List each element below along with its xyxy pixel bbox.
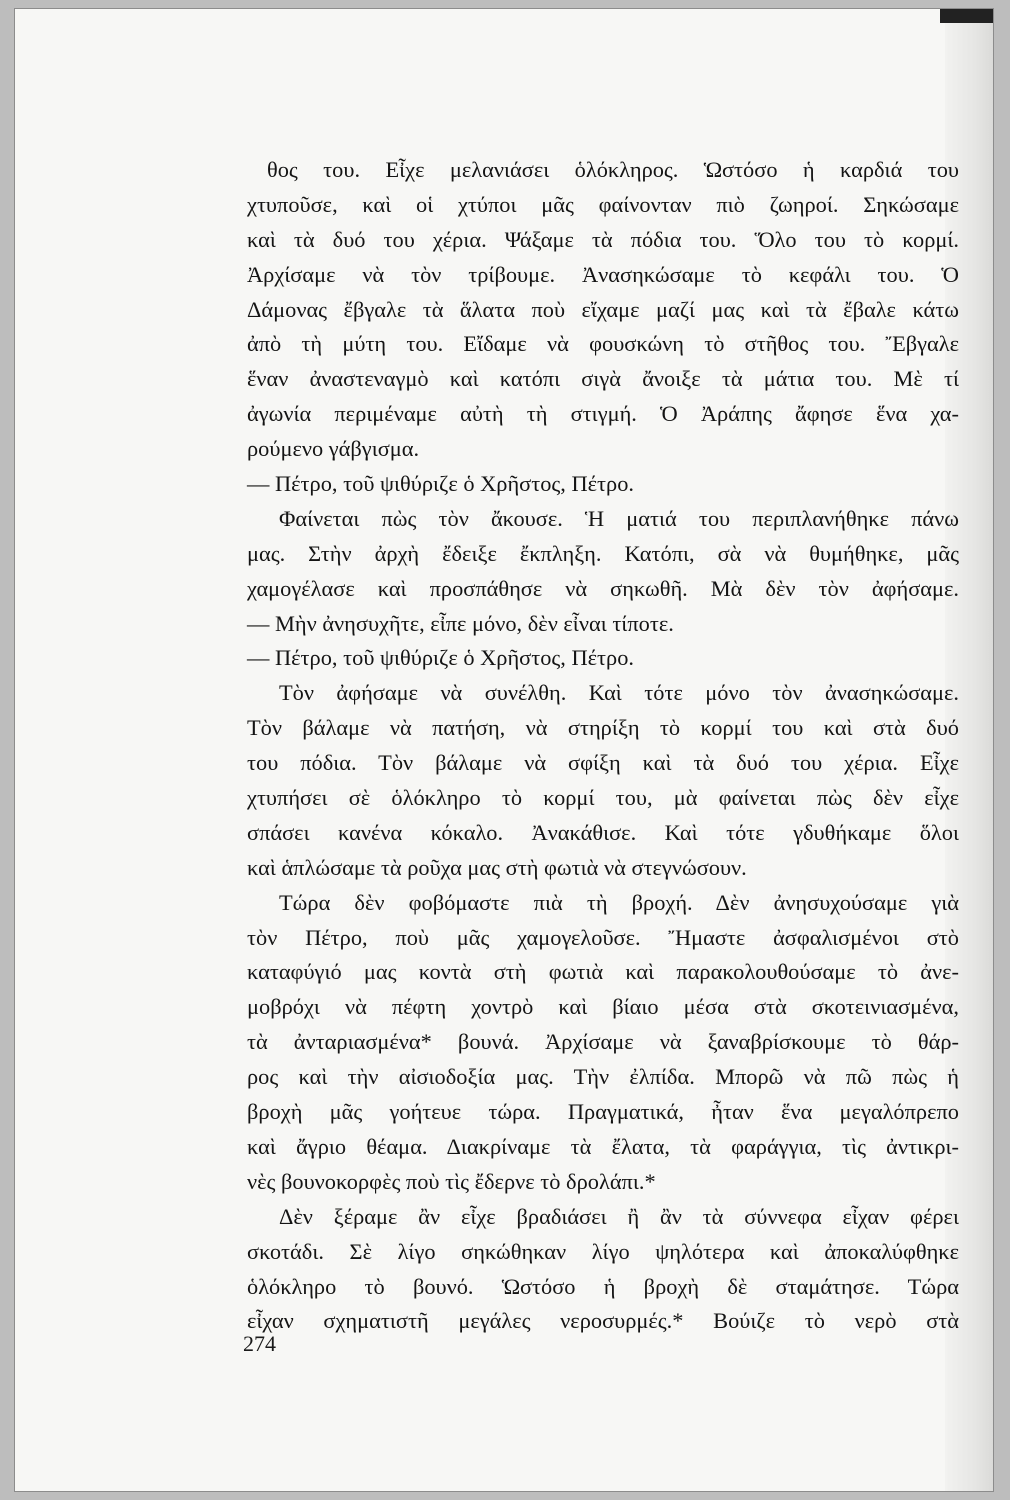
text-line: μοβρόχι νὰ πέφτη χοντρὸ καὶ βίαιο μέσα στὰ σκοτεινιασμένα, bbox=[247, 994, 959, 1020]
paragraph-start: Φαίνεται πὼς τὸν ἄκουσε. Ἡ ματιά του περιπλανήθηκε πάνω bbox=[279, 505, 959, 531]
text-line: χτυπήσει σὲ ὁλόκληρο τὸ κορμί του, μὰ φαίνεται πὼς δὲν εἶχε bbox=[247, 785, 959, 811]
text-line: ἀγωνία περιμέναμε αὐτὴ τὴ στιγμή. Ὁ Ἀράπης ἄφησε ἕνα χα- bbox=[247, 401, 959, 427]
paragraph-start: Τώρα δὲν φοβόμαστε πιὰ τὴ βροχή. Δὲν ἀνησυχούσαμε γιὰ bbox=[279, 889, 959, 915]
text-line: Ἀρχίσαμε νὰ τὸν τρίβουμε. Ἀνασηκώσαμε τὸ κεφάλι του. Ὁ bbox=[247, 261, 959, 287]
text-line: Τὸν βάλαμε νὰ πατήση, νὰ στηρίξη τὸ κορμί του καὶ στὰ δυό bbox=[247, 715, 959, 741]
text-line: ἀπὸ τὴ μύτη του. Εἴδαμε νὰ φουσκώνη τὸ στῆθος του. Ἔβγαλε bbox=[247, 331, 959, 357]
text-line: Δάμονας ἔβγαλε τὰ ἅλατα ποὺ εἴχαμε μαζί μας καὶ τὰ ἔβαλε κάτω bbox=[247, 296, 959, 322]
text-line: του πόδια. Τὸν βάλαμε νὰ σφίξη καὶ τὰ δυό του χέρια. Εἶχε bbox=[247, 750, 959, 776]
text-line: θος του. Εἶχε μελανιάσει ὁλόκληρος. Ὡστόσο ἡ καρδιά του bbox=[267, 157, 959, 182]
text-line: τὰ ἀνταριασμένα* βουνά. Ἀρχίσαμε νὰ ξαναβρίσκουμε τὸ θάρ- bbox=[247, 1029, 959, 1055]
scan-corner-mark bbox=[940, 9, 994, 23]
text-line: νὲς βουνοκορφὲς ποὺ τὶς ἔδερνε τὸ δρολάπι.* bbox=[247, 1168, 656, 1194]
text-line: καὶ ἁπλώσαμε τὰ ροῦχα μας στὴ φωτιὰ νὰ στεγνώσουν. bbox=[247, 854, 747, 880]
dialogue-line: — Πέτρο, τοῦ ψιθύριζε ὁ Χρῆστος, Πέτρο. bbox=[247, 645, 635, 671]
paragraph-start: Δὲν ξέραμε ἂν εἶχε βραδιάσει ἢ ἂν τὰ σύννεφα εἶχαν φέρει bbox=[279, 1203, 959, 1229]
text-line: χαμογέλασε καὶ προσπάθησε νὰ σηκωθῆ. Μὰ δὲν τὸν ἀφήσαμε. bbox=[247, 575, 959, 601]
text-line: καὶ τὰ δυό του χέρια. Ψάξαμε τὰ πόδια του. Ὅλο του τὸ κορμί. bbox=[247, 226, 959, 252]
paragraph-start: Τὸν ἀφήσαμε νὰ συνέλθη. Καὶ τότε μόνο τὸν ἀνασηκώσαμε. bbox=[279, 680, 959, 706]
text-line: ρούμενο γάβγισμα. bbox=[247, 436, 420, 462]
dialogue-line: — Μὴν ἀνησυχῆτε, εἶπε μόνο, δὲν εἶναι τίποτε. bbox=[247, 610, 674, 636]
text-line: τὸν Πέτρο, ποὺ μᾶς χαμογελοῦσε. Ἤμαστε ἀσφαλισμένοι στὸ bbox=[247, 924, 959, 950]
text-line: ἕναν ἀναστεναγμὸ καὶ κατόπι σιγὰ ἄνοιξε τὰ μάτια του. Μὲ τί bbox=[247, 366, 959, 392]
text-line: βροχὴ μᾶς γοήτευε τώρα. Πραγματικά, ἦταν ἕνα μεγαλόπρεπο bbox=[247, 1099, 959, 1125]
page-number: 274 bbox=[243, 1331, 276, 1356]
text-line: εἶχαν σχηματιστῆ μεγάλες νεροσυρμές.* Βούιζε τὸ νερὸ στὰ bbox=[247, 1308, 959, 1334]
book-page bbox=[14, 8, 994, 1492]
text-line: καταφύγιό μας κοντὰ στὴ φωτιὰ καὶ παρακολουθούσαμε τὸ ἀνε- bbox=[247, 959, 959, 985]
text-line: σκοτάδι. Σὲ λίγο σηκώθηκαν λίγο ψηλότερα καὶ ἀποκαλύφθηκε bbox=[247, 1238, 959, 1264]
text-line: χτυποῦσε, καὶ οἱ χτύποι μᾶς φαίνονταν πιὸ ζωηροί. Σηκώσαμε bbox=[247, 191, 959, 217]
text-line: καὶ ἄγριο θέαμα. Διακρίναμε τὰ ἔλατα, τὰ φαράγγια, τὶς ἀντικρι- bbox=[247, 1133, 959, 1159]
text-line: σπάσει κανένα κόκαλο. Ἀνακάθισε. Καὶ τότε γδυθήκαμε ὅλοι bbox=[247, 819, 959, 845]
text-line: ρος καὶ τὴν αἰσιοδοξία μας. Τὴν ἐλπίδα. Μπορῶ νὰ πῶ πὼς ἡ bbox=[247, 1064, 959, 1090]
body-text bbox=[247, 153, 959, 1339]
text-line: μας. Στὴν ἀρχὴ ἔδειξε ἔκπληξη. Κατόπι, σὰ νὰ θυμήθηκε, μᾶς bbox=[247, 540, 959, 566]
dialogue-line: — Πέτρο, τοῦ ψιθύριζε ὁ Χρῆστος, Πέτρο. bbox=[247, 471, 635, 497]
text-line: ὁλόκληρο τὸ βουνό. Ὡστόσο ἡ βροχὴ δὲ σταμάτησε. Τώρα bbox=[247, 1273, 959, 1299]
